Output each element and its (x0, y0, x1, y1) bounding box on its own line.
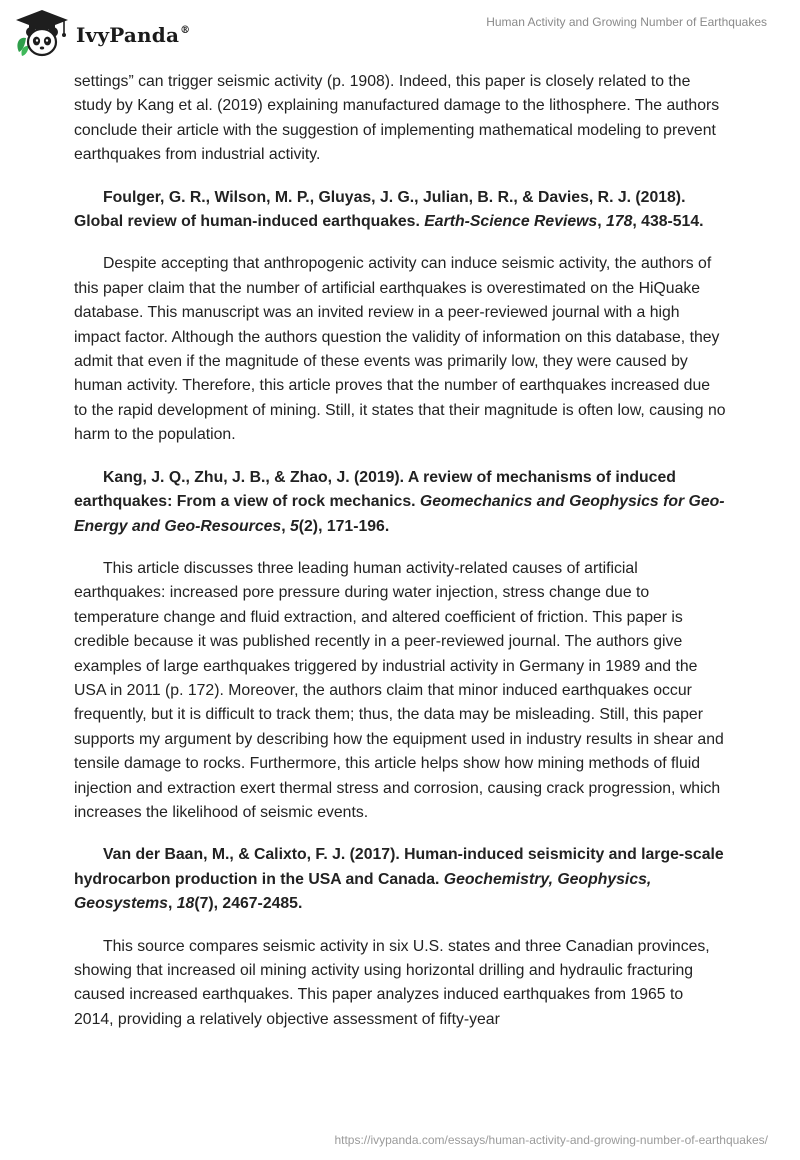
panda-graduate-icon (14, 8, 70, 60)
document-title: Human Activity and Growing Number of Earthquakes (486, 15, 767, 29)
annotation-van-der-baan: This source compares seismic activity in six U.S. states and three Canadian provinces, showing that increased oil mining activity using horizontal drilling and hydraulic fracturing caused increased earthquakes. This paper analyzes induced earthquakes from 1965 to 2014, providing a relatively objective assessment of fifty-year (74, 937, 710, 1028)
annotation-kang: This article discusses three leading human activity-related causes of artificial earthquakes: increased pore pressure during water injection, stress change due to temperature change and fluid extraction, and altered coefficient of friction. This paper is credible because it was published recently in a peer-reviewed journal. The authors give examples of large earthquakes triggered by industrial activity in Germany in 1989 and the USA in 2011 (p. 172). Moreover, the authors claim that minor induced earthquakes occur frequently, but it is difficult to track them; thus, the data may be misleading. Still, this paper supports my argument by describing how the equipment used in industry results in shear and tensile damage to rocks. Furthermore, this article helps show how mining methods of fluid injection and extraction exert thermal stress and corrosion, causing crack progression, which increases the likelihood of seismic events. (74, 559, 724, 821)
essay-body (74, 70, 726, 1050)
ivypanda-logo[interactable] (14, 8, 190, 60)
reference-van-der-baan: Van der Baan, M., & Calixto, F. J. (2017). Human-induced seismicity and large-scale hydrocarbon production in the USA and Canada. Geochemistry, Geophysics, Geosystems, 18(7), 2467-2485. (74, 846, 724, 913)
logo-text: IvyPanda® (76, 23, 191, 47)
footer-url-link[interactable]: https://ivypanda.com/essays/human-activity-and-growing-number-of-earthquakes/ (334, 1133, 768, 1147)
annotation-foulger: Despite accepting that anthropogenic activity can induce seismic activity, the authors of this paper claim that the number of artificial earthquakes is overestimated on the HiQuake database. This manuscript was an invited review in a peer-reviewed journal with a high impact factor. Although the authors question the validity of information on this database, they admit that even if the magnitude of these events was primarily low, they were caused by human activity. Therefore, this article proves that the number of earthquakes increased due to the rapid development of mining. Still, it states that their magnitude is often low, causing no harm to the population. (74, 255, 726, 444)
page-header (0, 0, 800, 70)
reference-kang: Kang, J. Q., Zhu, J. B., & Zhao, J. (2019). A review of mechanisms of induced earthquakes: From a view of rock mechanics. Geomechanics and Geophysics for Geo-Energy and Geo-Resources, 5(2), 171-196. (74, 468, 725, 535)
reference-foulger: Foulger, G. R., Wilson, M. P., Gluyas, J. G., Julian, B. R., & Davies, R. J. (2018). Global review of human-induced earthquakes. Earth-Science Reviews, 178, 438-514. (74, 188, 704, 231)
paragraph-continuation: settings” can trigger seismic activity (p. 1908). Indeed, this paper is closely related to the study by Kang et al. (2019) explaining manufactured damage to the lithosphere. The authors conclude their article with the suggestion of implementing mathematical modeling to prevent earthquakes from industrial activity. (74, 73, 720, 164)
